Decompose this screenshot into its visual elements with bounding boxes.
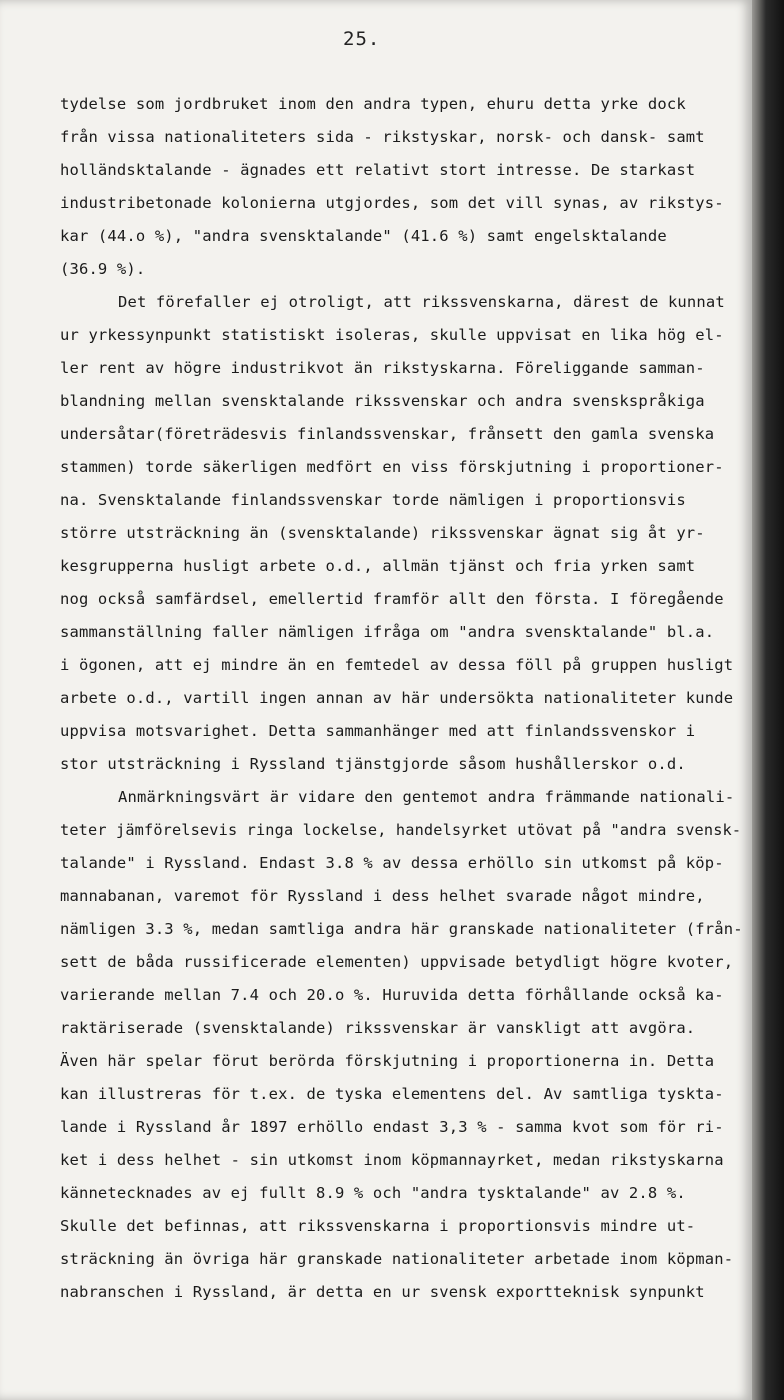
text-line: ler rent av högre industrikvot än rikstyskarna. Föreliggande samman-	[60, 359, 705, 377]
text-line: mannabanan, varemot för Ryssland i dess helhet svarade något mindre,	[60, 887, 705, 905]
text-line: stor utsträckning i Ryssland tjänstgjorde såsom hushållerskor o.d.	[60, 755, 686, 773]
text-line: blandning mellan svensktalande rikssvenskar och andra svenskspråkiga	[60, 392, 705, 410]
text-line: talande" i Ryssland. Endast 3.8 % av dessa erhöllo sin utkomst på köp-	[60, 854, 724, 872]
text-line: kar (44.o %), "andra svensktalande" (41.6 %) samt engelsktalande	[60, 227, 667, 245]
text-line: i ögonen, att ej mindre än en femtedel av dessa föll på gruppen husligt	[60, 656, 734, 674]
text-line: från vissa nationaliteters sida - rikstyskar, norsk- och dansk- samt	[60, 128, 705, 146]
text-line: kännetecknades av ej fullt 8.9 % och "andra tysktalande" av 2.8 %.	[60, 1184, 686, 1202]
text-line: större utsträckning än (svensktalande) rikssvenskar ägnat sig åt yr-	[60, 524, 705, 542]
text-line: nämligen 3.3 %, medan samtliga andra här granskade nationaliteter (från-	[60, 920, 743, 938]
text-line: nabranschen i Ryssland, är detta en ur svensk exportteknisk synpunkt	[60, 1283, 705, 1301]
text-line: kan illustreras för t.ex. de tyska elementens del. Av samtliga tyskta-	[60, 1085, 724, 1103]
text-line: varierande mellan 7.4 och 20.o %. Huruvida detta förhållande också ka-	[60, 986, 724, 1004]
text-line: Även här spelar förut berörda förskjutning i proportionerna in. Detta	[60, 1052, 715, 1070]
text-line: undersåtar(företrädesvis finlandssvenskar, frånsett den gamla svenska	[60, 425, 715, 443]
text-line: nog också samfärdsel, emellertid framför allt den första. I föregående	[60, 590, 724, 608]
text-line: ket i dess helhet - sin utkomst inom köpmannayrket, medan rikstyskarna	[60, 1151, 724, 1169]
text-line: lande i Ryssland år 1897 erhöllo endast 3,3 % - samma kvot som för ri-	[60, 1118, 724, 1136]
text-line: kesgrupperna husligt arbete o.d., allmän tjänst och fria yrken samt	[60, 557, 696, 575]
text-line: Skulle det befinnas, att rikssvenskarna i proportionsvis mindre ut-	[60, 1217, 696, 1235]
text-line: na. Svensktalande finlandssvenskar torde nämligen i proportionsvis	[60, 491, 686, 509]
text-line: teter jämförelsevis ringa lockelse, handelsyrket utövat på "andra svensk-	[60, 821, 742, 839]
text-line: sammanställning faller nämligen ifråga om "andra svensktalande" bl.a.	[60, 623, 715, 641]
text-line: (36.9 %).	[60, 260, 146, 278]
page-edge-shadow	[752, 0, 784, 1400]
text-line: ur yrkessynpunkt statistiskt isoleras, skulle uppvisat en lika hög el-	[60, 326, 724, 344]
text-line: raktäriserade (svensktalande) rikssvenskar är vanskligt att avgöra.	[60, 1019, 696, 1037]
text-line: stammen) torde säkerligen medfört en viss förskjutning i proportioner-	[60, 458, 724, 476]
text-line: sträckning än övriga här granskade nationaliteter arbetade inom köpman-	[60, 1250, 734, 1268]
text-line: arbete o.d., vartill ingen annan av här undersökta nationaliteter kunde	[60, 689, 734, 707]
text-line: holländsktalande - ägnades ett relativt stort intresse. De starkast	[60, 161, 696, 179]
text-line: uppvisa motsvarighet. Detta sammanhänger med att finlandssvenskor i	[60, 722, 696, 740]
text-line: tydelse som jordbruket inom den andra typen, ehuru detta yrke dock	[60, 95, 686, 113]
text-line: Anmärkningsvärt är vidare den gentemot andra främmande nationali-	[118, 788, 735, 806]
text-line: sett de båda russificerade elementen) uppvisade betydligt högre kvoter,	[60, 953, 734, 971]
body-text	[60, 88, 750, 1309]
text-line: Det förefaller ej otroligt, att rikssvenskarna, därest de kunnat	[118, 293, 725, 311]
text-line: industribetonade kolonierna utgjordes, som det vill synas, av rikstys-	[60, 194, 724, 212]
page-number: 25.	[343, 28, 381, 50]
